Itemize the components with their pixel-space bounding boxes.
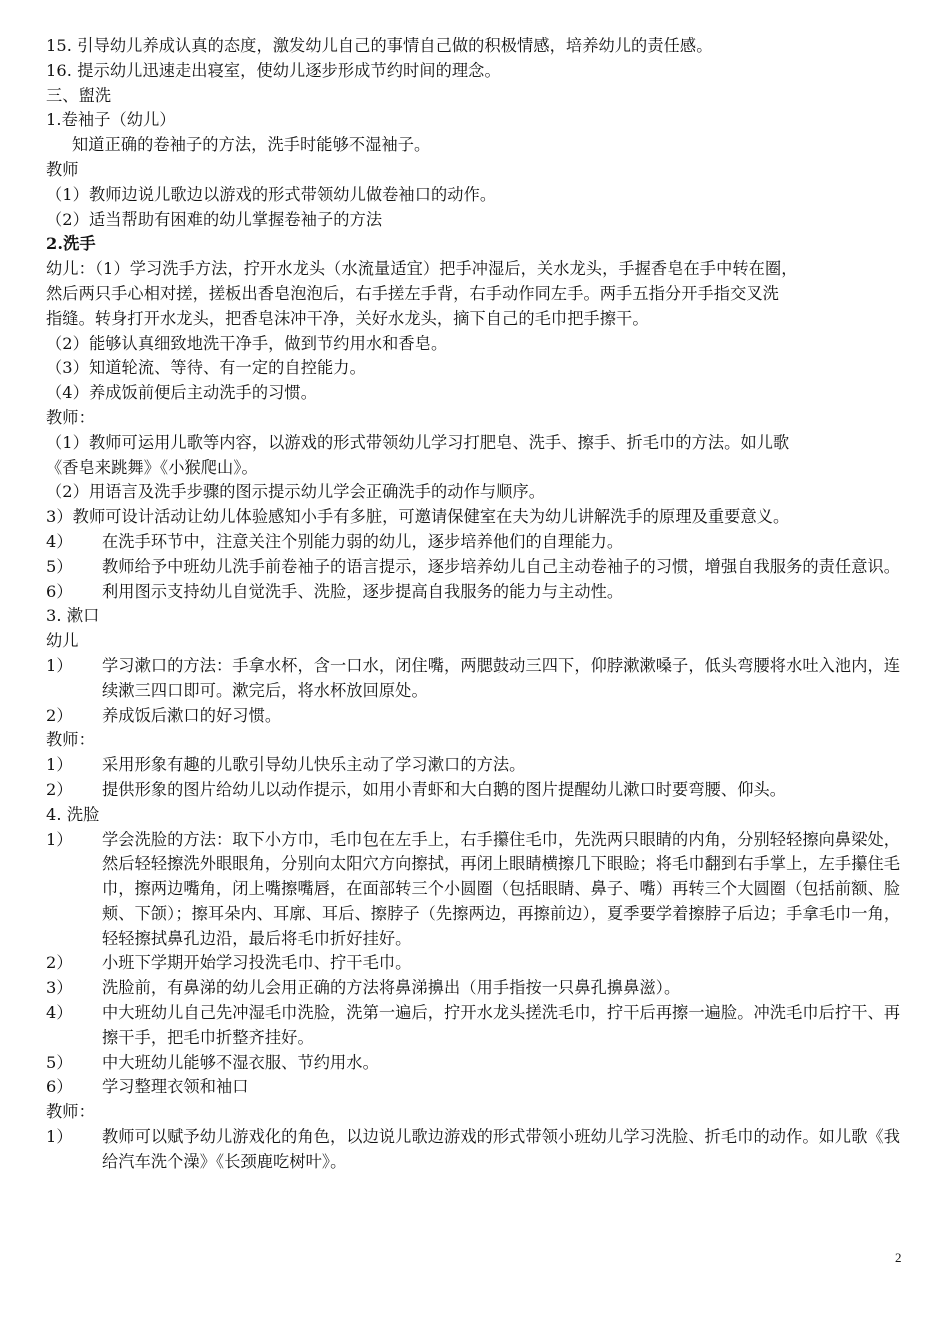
- list-text: 利用图示支持幼儿自觉洗手、洗脸，逐步提高自我服务的能力与主动性。: [102, 581, 624, 601]
- list-item: [46, 976, 912, 1001]
- list-number: 6）: [46, 581, 73, 601]
- list-text: 小班下学期开始学习投洗毛巾、拧干毛巾。: [102, 953, 412, 973]
- list-item: [46, 654, 912, 704]
- list-item: [46, 828, 912, 952]
- teacher-label: 教师：: [46, 1102, 95, 1122]
- list-number: 6）: [46, 1077, 73, 1097]
- list-text: 中大班幼儿能够不湿衣服、节约用水。: [102, 1052, 379, 1072]
- subsection-wash-hands: 2.洗手: [46, 234, 96, 254]
- teacher-label: 教师：: [46, 730, 95, 750]
- child-item-line: 然后两只手心相对搓，搓板出香皂泡泡后，右手搓左手背，右手动作同左手。两手五指分开手指交叉洗: [46, 283, 779, 303]
- subsection-rinse-mouth: 3. 漱口: [46, 606, 100, 626]
- list-number: 2）: [46, 779, 73, 799]
- teacher-item: （2）适当帮助有困难的幼儿掌握卷袖子的方法: [46, 209, 383, 229]
- list-item: [46, 1051, 912, 1076]
- subsection-wash-face: 4. 洗脸: [46, 804, 100, 824]
- list-text: 学会洗脸的方法：取下小方巾，毛巾包在左手上，右手攥住毛巾，先洗两只眼睛的内角，分别轻轻擦向鼻梁处，然后轻轻擦洗外眼眼角，分别向太阳穴方向擦拭，再闭上眼睛横擦几下眼睑；将毛巾翻到右手掌上，左手攥住毛巾，擦两边嘴角，闭上嘴擦嘴唇，在面部转三个小圆圈（包括眼睛、鼻子、嘴）再转三个大圆圈（包括前额、脸颊、下颌）；擦耳朵内、耳廓、耳后、擦脖子（先擦两边，再擦前边），夏季要学着擦脖子后边；手拿毛巾一角，轻轻擦拭鼻孔边沿，最后将毛巾折好挂好。: [102, 829, 901, 948]
- list-text: 教师给予中班幼儿洗手前卷袖子的语言提示，逐步培养幼儿自己主动卷袖子的习惯，增强自我服务的责任意识。: [102, 556, 901, 576]
- teacher-item-line: （1）教师可运用儿歌等内容，以游戏的形式带领幼儿学习打肥皂、洗手、擦手、折毛巾的方法。如儿歌: [46, 432, 790, 452]
- page-number: 2: [895, 1250, 902, 1265]
- list-text: 提供形象的图片给幼儿以动作提示，如用小青虾和大白鹅的图片提醒幼儿漱口时要弯腰、仰头。: [102, 779, 787, 799]
- list-item: [46, 704, 912, 729]
- list-number: 2）: [46, 953, 73, 973]
- paragraph-item-15: 15. 引导幼儿养成认真的态度，激发幼儿自己的事情自己做的积极情感，培养幼儿的责任感。: [46, 36, 713, 55]
- child-item: （3）知道轮流、等待、有一定的自控能力。: [46, 358, 366, 378]
- paragraph-item-16: 16. 提示幼儿迅速走出寝室，使幼儿逐步形成节约时间的理念。: [46, 60, 501, 80]
- list-item: [46, 753, 912, 778]
- teacher-item-line: 《香皂来跳舞》《小猴爬山》。: [46, 457, 258, 477]
- list-text: 采用形象有趣的儿歌引导幼儿快乐主动了学习漱口的方法。: [102, 755, 526, 775]
- teacher-item: （1）教师边说儿歌边以游戏的形式带领幼儿做卷袖口的动作。: [46, 184, 497, 204]
- list-text: 学习漱口的方法：手拿水杯，含一口水，闭住嘴，两腮鼓动三四下，仰脖漱漱嗓子，低头弯腰将水吐入池内，连续漱三四口即可。漱完后，将水杯放回原处。: [102, 655, 901, 700]
- list-number: 4）: [46, 531, 73, 551]
- list-number: 2）: [46, 705, 73, 725]
- list-number: 1）: [46, 1127, 73, 1147]
- list-item: [46, 580, 912, 605]
- list-number: 5）: [46, 556, 73, 576]
- list-text: 学习整理衣领和袖口: [102, 1077, 249, 1097]
- child-item: （2）能够认真细致地洗干净手，做到节约用水和香皂。: [46, 333, 448, 353]
- list-number: 3）: [46, 978, 73, 998]
- list-number: 5）: [46, 1052, 73, 1072]
- list-item: [46, 951, 912, 976]
- list-text: 养成饭后漱口的好习惯。: [102, 705, 282, 725]
- list-text: 教师可以赋予幼儿游戏化的角色，以边说儿歌边游戏的形式带领小班幼儿学习洗脸、折毛巾的动作。如儿歌《我给汽车洗个澡》《长颈鹿吃树叶》。: [102, 1127, 901, 1171]
- list-number: 1）: [46, 755, 73, 775]
- teacher-label: 教师：: [46, 407, 95, 427]
- list-text: 在洗手环节中，注意关注个别能力弱的幼儿，逐步培养他们的自理能力。: [102, 531, 624, 551]
- list-number: 4）: [46, 1003, 73, 1023]
- list-item: [46, 1001, 912, 1051]
- list-item: [46, 1075, 912, 1100]
- list-number: 1）: [46, 655, 73, 675]
- list-item: [46, 555, 912, 580]
- child-item: （4）养成饭前便后主动洗手的习惯。: [46, 383, 317, 403]
- subsection-roll-sleeves: 1.卷袖子（幼儿）: [46, 110, 176, 130]
- teacher-label: 教师: [46, 159, 79, 179]
- document-page: [46, 34, 912, 1175]
- list-item: [46, 530, 912, 555]
- list-text: 洗脸前，有鼻涕的幼儿会用正确的方法将鼻涕擤出（用手指按一只鼻孔擤鼻滋）。: [102, 978, 681, 998]
- list-number: 1）: [46, 829, 73, 849]
- section-heading-washing: 三、盥洗: [46, 85, 112, 105]
- child-item-line: 幼儿：（1）学习洗手方法，拧开水龙头（水流量适宜）把手冲湿后，关水龙头，手握香皂在手中转在圈，: [46, 259, 798, 279]
- list-item: [46, 778, 912, 803]
- teacher-item: 3）教师可设计活动让幼儿体验感知小手有多脏，可邀请保健室在夫为幼儿讲解洗手的原理及重要意义。: [46, 507, 790, 527]
- list-text: 中大班幼儿自己先冲湿毛巾洗脸，洗第一遍后，拧开水龙头搓洗毛巾，拧干后再擦一遍脸。冲洗毛巾后拧干、再擦干手，把毛巾折整齐挂好。: [102, 1003, 901, 1047]
- teacher-item: （2）用语言及洗手步骤的图示提示幼儿学会正确洗手的动作与顺序。: [46, 482, 546, 502]
- list-item: [46, 1125, 912, 1175]
- child-label: 幼儿: [46, 631, 79, 651]
- roll-sleeves-goal: 知道正确的卷袖子的方法，洗手时能够不湿袖子。: [72, 135, 431, 155]
- child-item-line: 指缝。转身打开水龙头，把香皂沫冲干净，关好水龙头，摘下自己的毛巾把手擦干。: [46, 308, 649, 328]
